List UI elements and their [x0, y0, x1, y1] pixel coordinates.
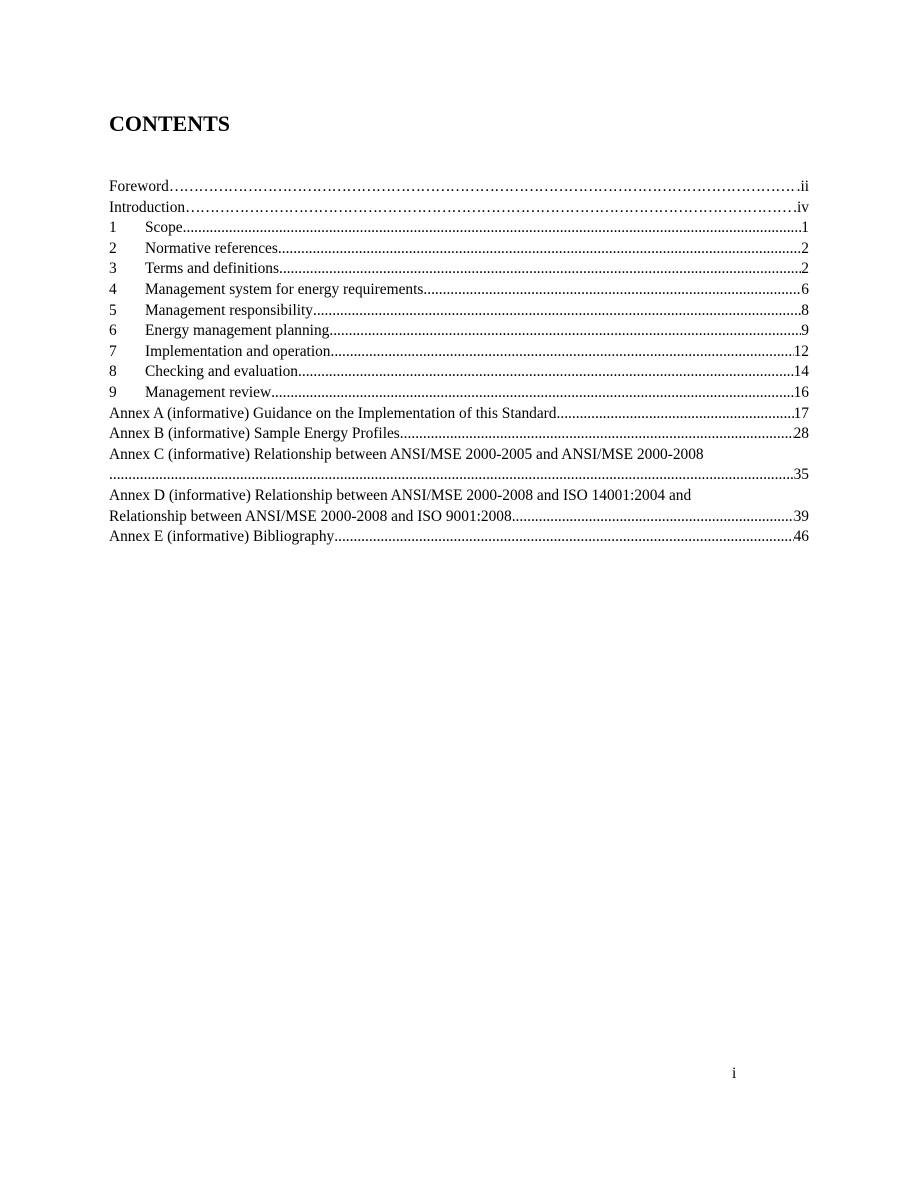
toc-entry-title: Management review: [145, 383, 272, 401]
toc-leader-dots: [512, 507, 794, 528]
toc-entry-title: Foreword: [109, 178, 169, 195]
toc-entry-section[interactable]: [109, 301, 809, 322]
toc-entry-number: 3: [109, 260, 117, 278]
toc-entry-title: Implementation and operation: [145, 342, 331, 360]
toc-entry-section[interactable]: [109, 259, 809, 280]
toc-entry-title: Energy management planning: [145, 322, 330, 340]
toc-leader-dots: [334, 527, 793, 548]
toc-entry-number: 1: [109, 219, 117, 237]
toc-entry-page: 46: [793, 528, 809, 546]
toc-entry-number: 9: [109, 383, 117, 401]
toc-entry-title: Management system for energy requirements: [145, 280, 424, 298]
toc-entry-number: 8: [109, 363, 117, 381]
toc-leader-dots: [279, 259, 801, 280]
toc-entry-title: Checking and evaluation: [145, 363, 299, 381]
toc-entry-title: Scope: [145, 219, 183, 237]
toc-entry-title: Management responsibility: [145, 301, 313, 319]
toc-leader-dots: [330, 342, 793, 363]
toc-entry-number: 5: [109, 301, 117, 319]
toc-entry-title: Introduction: [109, 198, 186, 216]
toc-entry-continuation: [109, 465, 809, 486]
table-of-contents: [109, 177, 809, 548]
toc-entry-number: 6: [109, 322, 117, 340]
toc-entry-annex-d[interactable]: [109, 486, 809, 527]
toc-leader-dots: [278, 239, 801, 260]
toc-leader-dots: [557, 404, 794, 425]
toc-entry-page: 8: [801, 301, 809, 319]
toc-entry-annex-b[interactable]: [109, 424, 809, 445]
toc-entry-annex-e[interactable]: [109, 527, 809, 548]
toc-leader-dots: [423, 280, 801, 301]
toc-entry-page: .iv: [793, 198, 809, 216]
toc-entry-section[interactable]: [109, 321, 809, 342]
toc-entry-page: 6: [801, 280, 809, 298]
toc-entry-section[interactable]: [109, 280, 809, 301]
toc-entry-annex-c[interactable]: [109, 445, 809, 486]
toc-entry-title: Annex D (informative) Relationship between ANSI/MSE 2000-2008 and ISO 14001:2004 and: [109, 486, 692, 504]
toc-entry-page: 35: [793, 466, 809, 484]
toc-entry-page: 16: [793, 383, 809, 401]
toc-entry-page: 14: [793, 363, 809, 381]
toc-entry-page: 39: [793, 507, 809, 525]
toc-entry-title: Annex A (informative) Guidance on the Implementation of this Standard: [109, 404, 557, 422]
toc-entry-foreword[interactable]: [109, 177, 809, 198]
toc-leader-dots: [109, 465, 794, 486]
toc-leader-dots: [271, 383, 794, 404]
toc-entry-section[interactable]: [109, 239, 809, 260]
toc-entry-page: 28: [793, 425, 809, 443]
toc-entry-title: Annex B (informative) Sample Energy Profiles: [109, 425, 400, 443]
toc-entry-number: 7: [109, 342, 117, 360]
toc-entry-section[interactable]: [109, 218, 809, 239]
toc-leader-dots: [400, 424, 794, 445]
toc-entry-title: Normative references: [145, 239, 278, 257]
toc-leader-dots: [298, 362, 794, 383]
toc-entry-page: 12: [793, 342, 809, 360]
toc-leader-dots: [329, 321, 801, 342]
toc-entry-page: 1: [801, 219, 809, 237]
toc-leader-dots: [183, 218, 802, 239]
toc-entry-page: 17: [793, 404, 809, 422]
toc-entry-section[interactable]: [109, 342, 809, 363]
toc-entry-number: 2: [109, 239, 117, 257]
toc-entry-number: 4: [109, 280, 117, 298]
toc-entry-page: .ii: [796, 178, 809, 195]
toc-entry-annex-a[interactable]: [109, 404, 809, 425]
toc-entry-title: Annex C (informative) Relationship between ANSI/MSE 2000-2005 and ANSI/MSE 2000-2008: [109, 445, 704, 463]
page-title: CONTENTS: [109, 111, 231, 136]
toc-entry-title-line2: Relationship between ANSI/MSE 2000-2008 and ISO 9001:2008: [109, 507, 512, 525]
toc-entry-continuation: [109, 507, 809, 528]
toc-leader-dots: [313, 301, 801, 322]
toc-leader-dots: [185, 198, 793, 219]
toc-entry-section[interactable]: [109, 383, 809, 404]
toc-entry-page: 9: [801, 322, 809, 340]
toc-entry-section[interactable]: [109, 362, 809, 383]
page-number: i: [732, 1065, 737, 1082]
toc-entry-introduction[interactable]: [109, 198, 809, 219]
toc-entry-title: Terms and definitions: [145, 260, 279, 278]
toc-entry-title: Annex E (informative) Bibliography: [109, 528, 335, 546]
toc-entry-page: 2: [801, 239, 809, 257]
toc-leader-dots: [169, 177, 797, 198]
toc-entry-page: 2: [801, 260, 809, 278]
